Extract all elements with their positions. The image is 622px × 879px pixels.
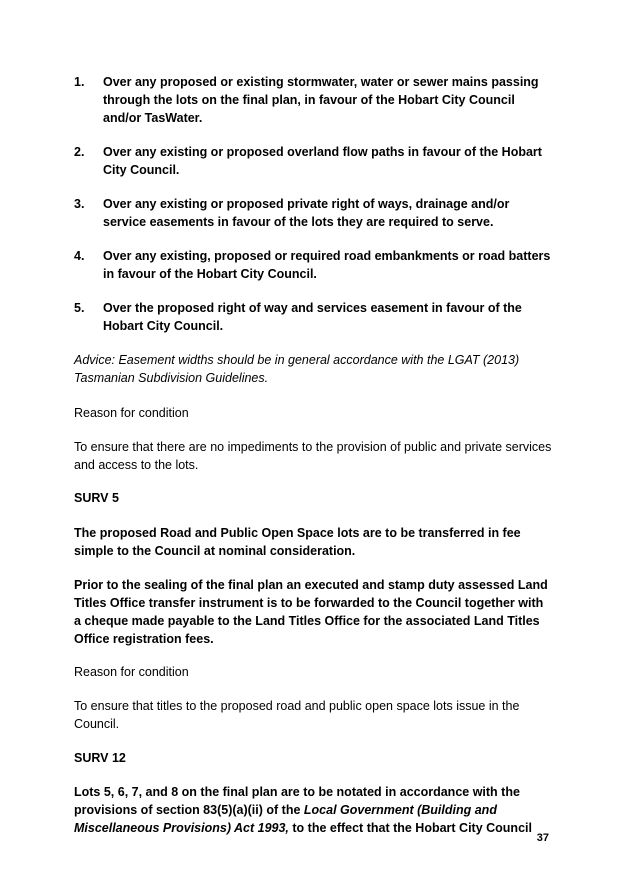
- advice-note: Advice: Easement widths should be in general accordance with the LGAT (2013) Tasmanian Subdivision Guidelines.: [74, 353, 520, 385]
- section-heading-surv12: SURV 12: [74, 751, 126, 765]
- list-item: [74, 143, 554, 179]
- list-item: [74, 195, 554, 231]
- easement-list: [74, 73, 554, 351]
- list-item: [74, 247, 554, 283]
- act-name: Local Government (Building and Miscellaneous Provisions) Act 1993,: [74, 803, 497, 835]
- list-item-text: Over any existing or proposed private right of ways, drainage and/or service easements in favour of the lots they are required to serve.: [103, 197, 510, 229]
- reason-text: To ensure that titles to the proposed road and public open space lots issue in the Council.: [74, 699, 520, 731]
- reason-label: Reason for condition: [74, 665, 189, 679]
- surv5-paragraph-1: The proposed Road and Public Open Space lots are to be transferred in fee simple to the Council at nominal consideration.: [74, 526, 521, 558]
- list-item: [74, 73, 554, 127]
- list-item-number: 3.: [74, 197, 85, 211]
- list-item-number: 4.: [74, 249, 85, 263]
- surv5-paragraph-2: Prior to the sealing of the final plan an executed and stamp duty assessed Land Titles Office transfer instrument is to be forwarded to the Council together with a cheque made payable to the Land Titles Office for the associated Land Titles Office registration fees.: [74, 578, 548, 646]
- list-item-text: Over any existing or proposed overland flow paths in favour of the Hobart City Council.: [103, 145, 542, 177]
- list-item-number: 2.: [74, 145, 85, 159]
- list-item-text: Over any existing, proposed or required road embankments or road batters in favour of the Hobart City Council.: [103, 249, 551, 281]
- surv12-text-after: to the effect that the Hobart City Council: [288, 821, 532, 835]
- page-number: 37: [536, 832, 549, 844]
- list-item-number: 1.: [74, 75, 85, 89]
- surv12-text-before: Lots 5, 6, 7, and 8 on the final plan are to be notated in accordance with the provisions of section 83(5)(a)(ii) of the: [74, 785, 520, 817]
- reason-text: To ensure that there are no impediments to the provision of public and private services and access to the lots.: [74, 440, 552, 472]
- list-item-text: Over any proposed or existing stormwater, water or sewer mains passing through the lots on the final plan, in favour of the Hobart City Council and/or TasWater.: [103, 75, 539, 125]
- reason-label: Reason for condition: [74, 406, 189, 420]
- surv12-paragraph: [74, 783, 552, 837]
- list-item: [74, 299, 554, 335]
- list-item-number: 5.: [74, 301, 85, 315]
- list-item-text: Over the proposed right of way and services easement in favour of the Hobart City Council.: [103, 301, 522, 333]
- section-heading-surv5: SURV 5: [74, 491, 119, 505]
